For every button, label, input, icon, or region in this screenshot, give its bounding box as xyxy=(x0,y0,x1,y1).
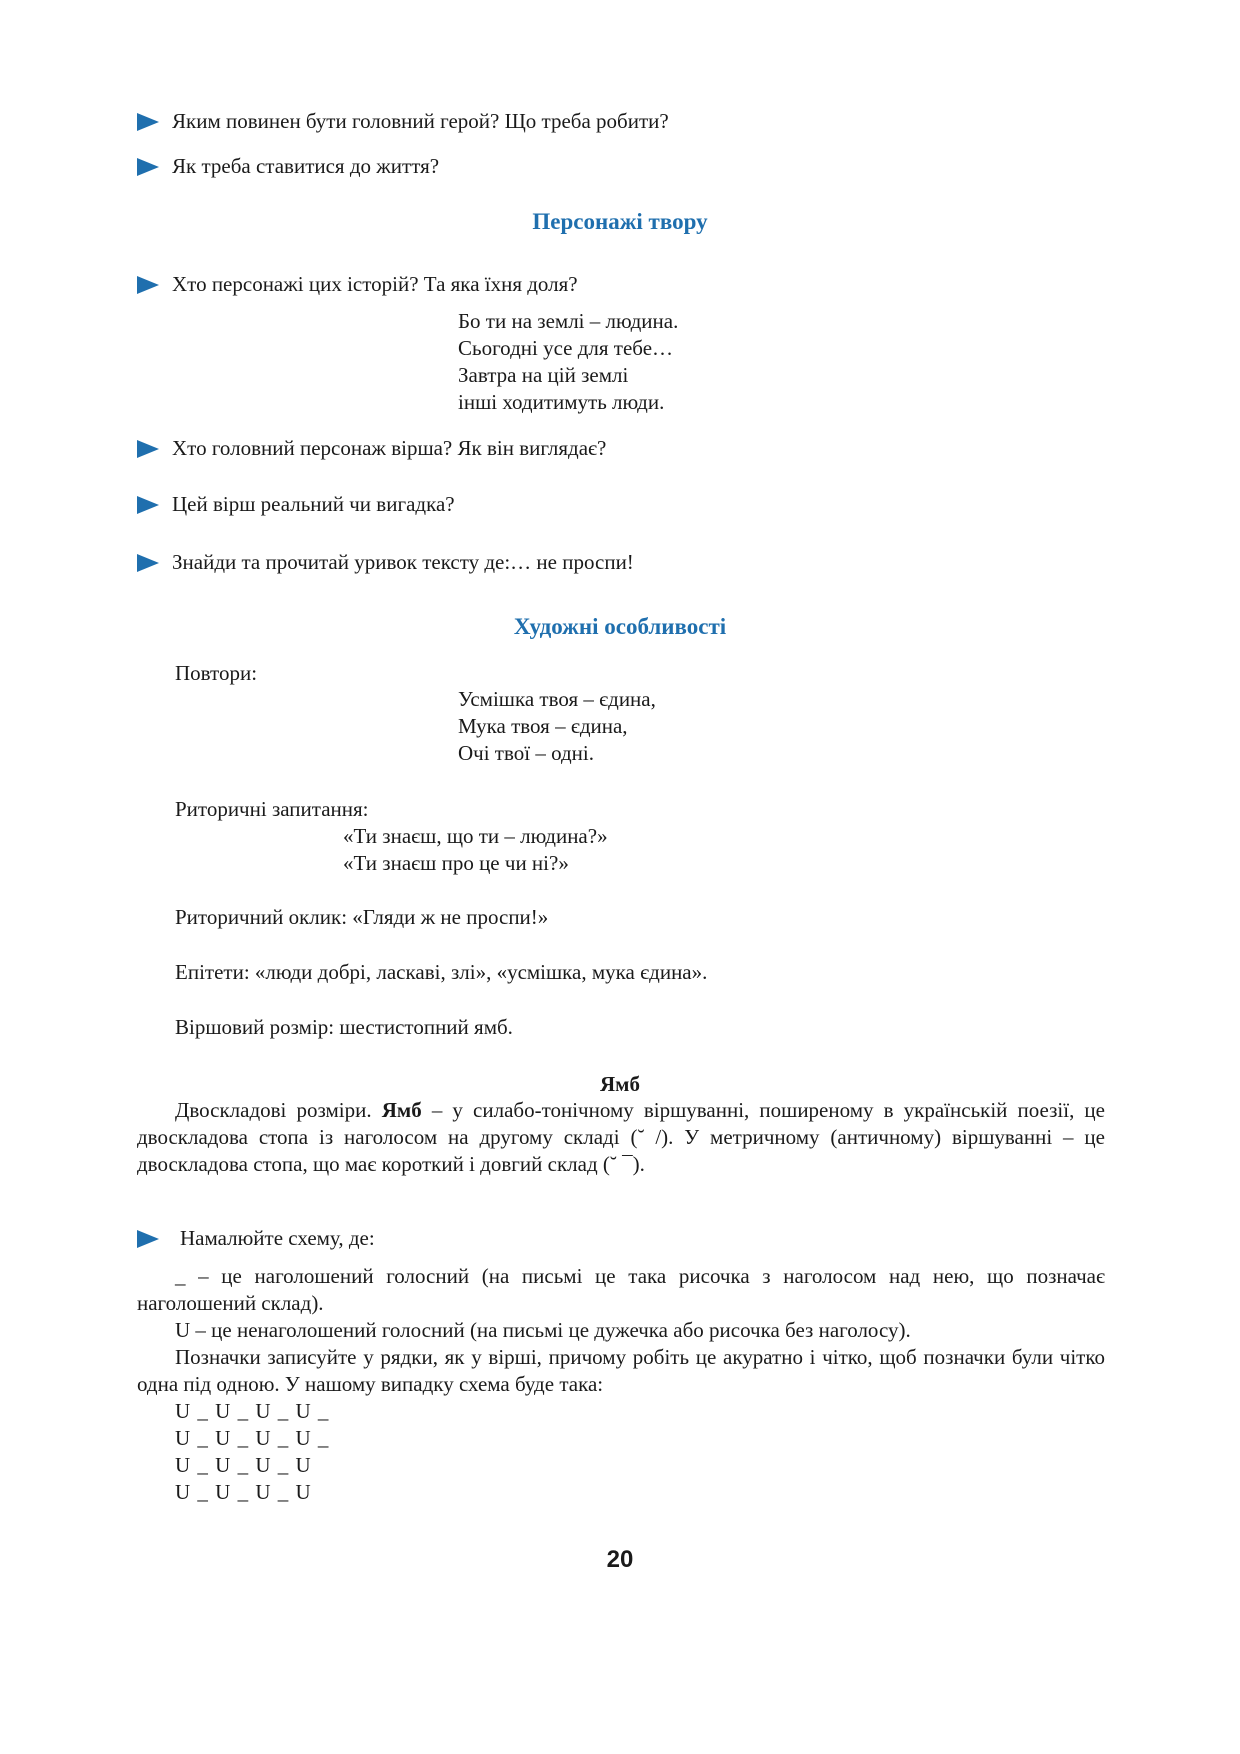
page-number: 20 xyxy=(606,1546,634,1573)
question-item xyxy=(137,491,455,518)
repeats-verse xyxy=(458,686,656,767)
verse-line: інші ходитимуть люди. xyxy=(458,390,665,414)
scheme-line: U _ U _ U _ U xyxy=(175,1453,312,1477)
unstressed-definition: U – це ненаголошений голосний (на письмі це дужечка або рисочка без наголосу). xyxy=(175,1318,911,1342)
right-triangle-icon xyxy=(137,440,159,458)
question-text: Хто персонажі цих історій? Та яка їхня доля? xyxy=(172,272,578,296)
iamb-title: Ямб xyxy=(600,1072,640,1096)
task-item xyxy=(137,1225,375,1252)
right-triangle-icon xyxy=(137,496,159,514)
iamb-definition xyxy=(137,1097,1105,1178)
rhetorical-exclamation: Риторичний оклик: «Гляди ж не проспи!» xyxy=(175,905,549,929)
section-heading-characters: Персонажі твору xyxy=(532,209,708,234)
task-note: Позначки записуйте у рядки, як у вірші, причому робіть це акуратно і чітко, щоб позначки були чітко одна під одною. У нашому випадку схема буде така: xyxy=(137,1345,1105,1396)
question-text: Цей вірш реальний чи вигадка? xyxy=(172,492,455,516)
question-item xyxy=(137,153,439,180)
right-triangle-icon xyxy=(137,1230,159,1248)
repeats-label: Повтори: xyxy=(175,661,258,685)
task-instruction: Намалюйте схему, де: xyxy=(180,1226,375,1250)
question-text: Знайди та прочитай уривок тексту де:… не проспи! xyxy=(172,550,634,574)
meter: Віршовий розмір: шестистопний ямб. xyxy=(175,1015,513,1039)
iamb-lead: Двоскладові розміри. xyxy=(175,1098,382,1122)
question-text: Хто головний персонаж вірша? Як він виглядає? xyxy=(172,436,607,460)
question-item xyxy=(137,271,578,298)
section-heading-features: Художні особливості xyxy=(513,614,727,639)
verse-quote xyxy=(458,308,678,416)
verse-line: «Ти знаєш про це чи ні?» xyxy=(343,851,569,875)
scheme-line: U _ U _ U _ U xyxy=(175,1480,312,1504)
verse-line: Завтра на цій землі xyxy=(458,363,629,387)
question-text: Як треба ставитися до життя? xyxy=(172,154,440,178)
verse-line: Мука твоя – єдина, xyxy=(458,714,628,738)
question-item xyxy=(137,435,606,462)
right-triangle-icon xyxy=(137,113,159,131)
iamb-term: Ямб xyxy=(381,1098,422,1122)
rhetorical-questions xyxy=(343,823,608,877)
stressed-definition: _ – це наголошений голосний (на письмі це така рисочка з наголосом над нею, що позначає наголошений склад). xyxy=(137,1264,1105,1315)
question-item xyxy=(137,108,669,135)
right-triangle-icon xyxy=(137,276,159,294)
right-triangle-icon xyxy=(137,554,159,572)
scheme-line: U _ U _ U _ U _ xyxy=(175,1399,330,1423)
verse-line: Очі твої – одні. xyxy=(458,741,594,765)
epithets: Епітети: «люди добрі, ласкаві, злі», «усмішка, мука єдина». xyxy=(175,960,708,984)
rhetorical-questions-label: Риторичні запитання: xyxy=(175,797,369,821)
verse-line: Бо ти на землі – людина. xyxy=(458,309,679,333)
scheme-line: U _ U _ U _ U _ xyxy=(175,1426,330,1450)
question-text: Яким повинен бути головний герой? Що треба робити? xyxy=(172,109,669,133)
question-item xyxy=(137,549,634,576)
verse-line: Усмішка твоя – єдина, xyxy=(458,687,656,711)
right-triangle-icon xyxy=(137,158,159,176)
verse-line: «Ти знаєш, що ти – людина?» xyxy=(343,824,608,848)
meter-scheme xyxy=(175,1398,329,1506)
iamb-text: – у силабо-тонічному віршуванні, поширеному в українській поезії, це двоскладова стопа із наголосом на другому складі (˘ /). У метричному (античному) віршуванні – це двоскладова стопа, що має короткий і довгий склад (˘ ¯). xyxy=(137,1098,1105,1176)
verse-line: Сьогодні усе для тебе… xyxy=(458,336,674,360)
